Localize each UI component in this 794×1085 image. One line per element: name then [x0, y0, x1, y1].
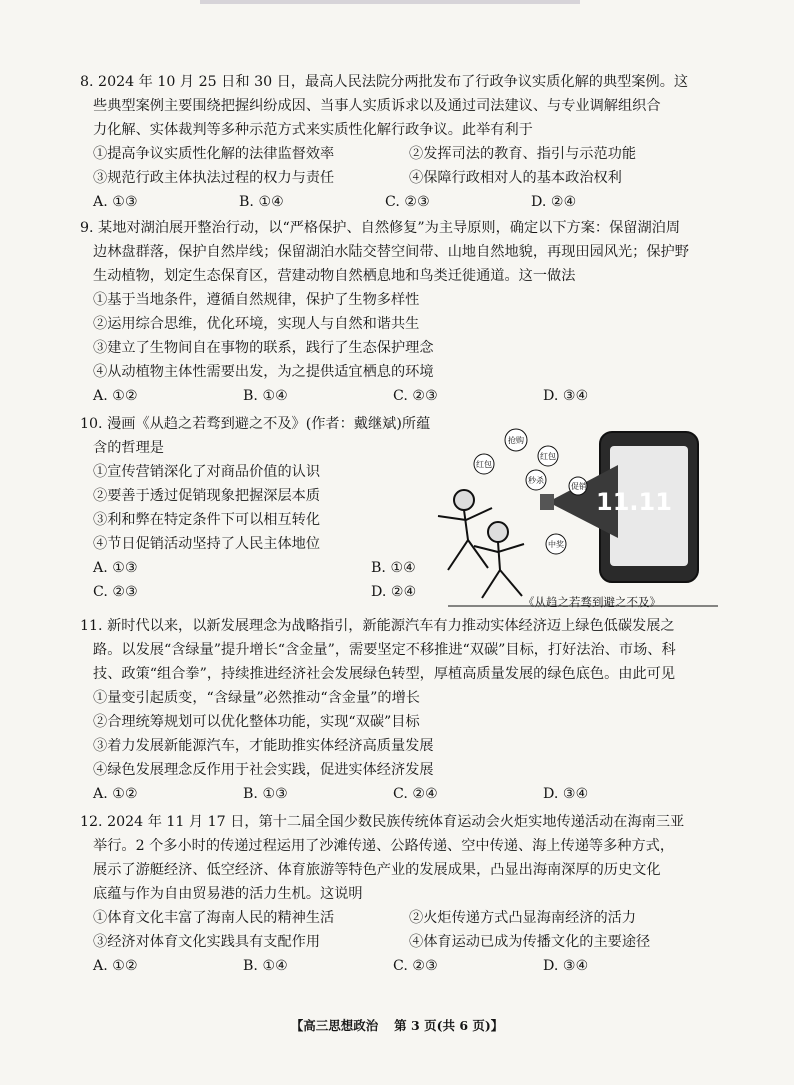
- q12-option: D. ③④: [543, 958, 589, 974]
- footer-page-number: 第 3 页(共 6 页)】: [394, 1018, 504, 1033]
- q12-statement: ②火炬传递方式凸显海南经济的活力: [409, 910, 637, 926]
- q9-option: D. ③④: [543, 388, 589, 404]
- q12-option: A. ①②: [93, 958, 138, 974]
- q8-statement: ②发挥司法的教育、指引与示范功能: [409, 146, 637, 162]
- q9-statement: ①基于当地条件，遵循自然规律，保护了生物多样性: [93, 292, 420, 308]
- phone-illustration: [540, 432, 698, 582]
- cartoon-tag: 红包: [476, 460, 492, 469]
- question-9: [80, 216, 725, 408]
- q8-stem-line: 8. 2024 年 10 月 25 日和 30 日，最高人民法院分两批发布了行政争议实质化解的典型案例。这: [80, 74, 689, 90]
- q9-statement: ④从动植物主体性需要出发，为之提供适宜栖息的环境: [93, 364, 434, 380]
- q12-statement: ③经济对体育文化实践具有支配作用: [93, 934, 321, 950]
- q10-stem-line: 10. 漫画《从趋之若骛到避之不及》(作者：戴继斌)所蕴: [80, 416, 431, 432]
- cartoon-illustration: [428, 420, 728, 610]
- q11-option: C. ②④: [393, 786, 438, 802]
- cartoon-tag: 促销: [571, 482, 587, 491]
- q8-option: C. ②③: [385, 194, 430, 210]
- q10-option: A. ①③: [93, 560, 138, 576]
- q9-stem-line: 9. 某地对湖泊展开整治行动，以“严格保护、自然修复”为主导原则，确定以下方案：保留湖泊周: [80, 220, 681, 236]
- q11-stem-line: 技、政策“组合拳”，持续推进经济社会发展绿色转型，厚植高质量发展的绿色底色。由此可见: [93, 666, 676, 682]
- q11-statement: ①量变引起质变，“含绿量”必然推动“含金量”的增长: [93, 690, 420, 706]
- q12-stem-line: 展示了游艇经济、低空经济、体育旅游等特色产业的发展成果，凸显出海南深厚的历史文化: [93, 862, 661, 878]
- q11-stem-line: 11. 新时代以来，以新发展理念为战略指引，新能源汽车有力推动实体经济迈上绿色低碳发展之: [80, 618, 675, 634]
- q11-statement: ②合理统筹规划可以优化整体功能，实现“双碳”目标: [93, 714, 420, 730]
- question-12: [80, 810, 725, 978]
- q11-option: D. ③④: [543, 786, 589, 802]
- question-8: [80, 70, 725, 214]
- q11-stem-line: 路。以发展“含绿量”提升增长“含金量”，需要坚定不移推进“双碳”目标，打好法治、市场、科: [93, 642, 676, 658]
- q12-option: C. ②③: [393, 958, 438, 974]
- cartoon-tag: 抢购: [508, 436, 524, 445]
- q9-option: A. ①②: [93, 388, 138, 404]
- q12-statement: ④体育运动已成为传播文化的主要途径: [409, 934, 651, 950]
- scan-edge: [200, 0, 580, 4]
- q8-option: A. ①③: [93, 194, 138, 210]
- q8-statement: ①提高争议实质性化解的法律监督效率: [93, 146, 335, 162]
- q9-option: B. ①④: [243, 388, 288, 404]
- q8-stem-line: 些典型案例主要围绕把握纠纷成因、当事人实质诉求以及通过司法建议、与专业调解组织合: [93, 98, 661, 114]
- q10-option: C. ②③: [93, 584, 138, 600]
- q9-stem-line: 边林盘群落，保护自然岸线；保留湖泊水陆交替空间带、山地自然地貌，再现田园风光；保护野: [93, 244, 689, 260]
- question-10: [80, 412, 440, 604]
- q9-statement: ③建立了生物间自在事物的联系，践行了生态保护理念: [93, 340, 434, 356]
- q10-statement: ①宣传营销深化了对商品价值的认识: [93, 464, 321, 480]
- q8-stem-line: 力化解、实体裁判等多种示范方式来实质性化解行政争议。此举有利于: [93, 122, 533, 138]
- cartoon-tag: 红包: [540, 452, 556, 461]
- q11-statement: ③着力发展新能源汽车，才能助推实体经济高质量发展: [93, 738, 434, 754]
- question-11: [80, 614, 725, 806]
- q10-statement: ③利和弊在特定条件下可以相互转化: [93, 512, 321, 528]
- q11-option: B. ①③: [243, 786, 288, 802]
- q8-option: D. ②④: [531, 194, 577, 210]
- q10-option: D. ②④: [371, 584, 417, 600]
- q10-statement: ②要善于透过促销现象把握深层本质: [93, 488, 321, 504]
- q9-option: C. ②③: [393, 388, 438, 404]
- q9-stem-line: 生动植物，划定生态保育区，营建动物自然栖息地和鸟类迁徙通道。这一做法: [93, 268, 576, 284]
- page-footer: [0, 1016, 794, 1034]
- footer-subject: 【高三思想政治: [290, 1018, 379, 1033]
- cartoon-caption: 《从趋之若骛到避之不及》: [523, 595, 661, 609]
- q8-statement: ③规范行政主体执法过程的权力与责任: [93, 170, 335, 186]
- q12-option: B. ①④: [243, 958, 288, 974]
- q12-stem-line: 12. 2024 年 11 月 17 日，第十二届全国少数民族传统体育运动会火炬实地传递活动在海南三亚: [80, 814, 685, 830]
- q8-option: B. ①④: [239, 194, 284, 210]
- q12-stem-line: 底蕴与作为自由贸易港的活力生机。这说明: [93, 886, 363, 902]
- q11-option: A. ①②: [93, 786, 138, 802]
- q11-statement: ④绿色发展理念反作用于社会实践，促进实体经济发展: [93, 762, 434, 778]
- q12-statement: ①体育文化丰富了海南人民的精神生活: [93, 910, 335, 926]
- screen-text: 11.11: [596, 488, 672, 516]
- q10-stem-line: 含的哲理是: [93, 440, 164, 456]
- cartoon-tag: 秒杀: [528, 476, 544, 485]
- cartoon-tag: 中奖: [548, 540, 564, 549]
- q12-stem-line: 举行。2 个多小时的传递过程运用了沙滩传递、公路传递、空中传递、海上传递等多种方式，: [93, 838, 675, 854]
- q10-option: B. ①④: [371, 560, 416, 576]
- q8-statement: ④保障行政相对人的基本政治权利: [409, 170, 622, 186]
- q10-statement: ④节日促销活动坚持了人民主体地位: [93, 536, 321, 552]
- q9-statement: ②运用综合思维，优化环境，实现人与自然和谐共生: [93, 316, 420, 332]
